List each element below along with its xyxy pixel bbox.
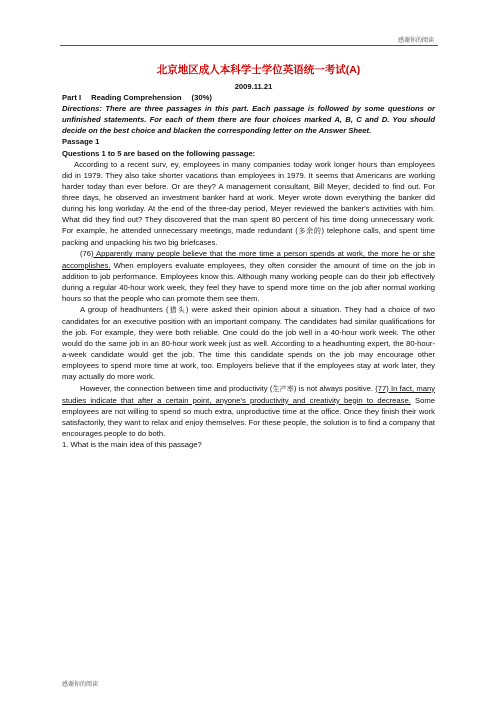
part-name: Reading Comprehension <box>91 93 182 103</box>
questions-intro: Questions 1 to 5 are based on the following passage: <box>62 148 256 158</box>
paragraph-4-cn: 生产率 <box>272 384 294 393</box>
paragraph-4-rest: Some employees are not willing to spend so much extra, unproductive time at the office. Once they finish their work satisfactorily, they want to relax and enjoy themselves. For these people, the solution is to find a company that encourages people to do both. <box>62 395 435 438</box>
paragraph-3-rest: ) were asked their opinion about a situation. They had a choice of two candidates for an executive position with an important company. The candidates had similar qualifications for the job. For example, they were both reliable. One could do the job well in a 40-hour work week. The other would do the same job in an 80-hour work week just as well. According to a headhunting expert, the 80-hour-a-week candidate would get the job. The time this candidate spends on the job may encourage other employees to spend more time at work, too. Employers believe that if the employees stay at work later, they may actually do more work. <box>62 304 436 382</box>
paragraph-3 <box>62 304 435 383</box>
question-76-sentence: Apparently many people believe that the more time a person spends at work, the more he or she accomplishes. <box>62 249 435 270</box>
directions: Directions: There are three passages in this part. Each passage is followed by some questions or unfinished statements. For each of them there are four choices marked A, B, C and D. You should decide on the best choice and blacken the corresponding letter on the Answer Sheet. <box>62 104 435 136</box>
part-label: Part I <box>62 93 82 103</box>
paragraph-4-mid: ) is not always positive. <box>293 383 376 393</box>
paragraph-1-text: According to a recent surv, ey, employees in many companies today work longer hours than employees did in 1979. They also take shorter vacations than employees in 1979. It seems that Americans are working harder today than ever before. Or are they? A management consultant, Bill Meyer, decided to find out. For three days, he observed an investment banker hard at work. Meyer wrote down everything the banker did during his long workday. At the end of the three-day period, Meyer reviewed the banker's activities with him. What did they find out? They discovered that the man spent 80 percent of his time doing unnecessary work. For example, he attended unnecessary meetings, made redundant ( <box>62 159 435 236</box>
question-77-sentence: (77) In fact, many studies indicate that after a certain point, anyone's productivity and creativity begin to decrease. <box>62 383 436 405</box>
document-body <box>62 63 435 450</box>
paragraph-4 <box>62 383 435 439</box>
paragraph-1-cn: 多余的 <box>297 227 322 236</box>
part-heading <box>62 92 435 103</box>
footer-note: 感谢你的阅读 <box>62 682 99 688</box>
question-76-number: (76) <box>80 249 94 259</box>
paragraph-4-start: However, the connection between time and productivity ( <box>80 383 273 393</box>
part-score: (30%) <box>191 93 212 103</box>
paragraph-1 <box>62 159 435 249</box>
paragraph-3-start: A group of headhunters ( <box>80 304 169 314</box>
question-1: 1. What is the main idea of this passage? <box>62 440 202 449</box>
exam-date: 2009.11.21 <box>234 82 273 91</box>
passage-label: Passage 1 <box>62 137 100 147</box>
paragraph-1-end: ) telephone calls, and spent time packing and unpacking his two big briefcases. <box>62 226 435 248</box>
paragraph-2 <box>62 248 435 303</box>
header-note: 感谢你的阅读 <box>397 38 434 44</box>
exam-title: 北京地区成人本科学士学位英语统一考试(A) <box>156 64 361 76</box>
paragraph-2-rest: When employers evaluate employees, they often consider the amount of time on the job in addition to job performance. Employees know this. Although many working people can do their job effectively during a regular 40-hour work week, they feel they have to spend more time on the job after normal working hours so that the people who can promote them see them. <box>62 260 435 303</box>
header-rule <box>60 45 438 46</box>
paragraph-3-cn: 猎头 <box>168 305 186 314</box>
